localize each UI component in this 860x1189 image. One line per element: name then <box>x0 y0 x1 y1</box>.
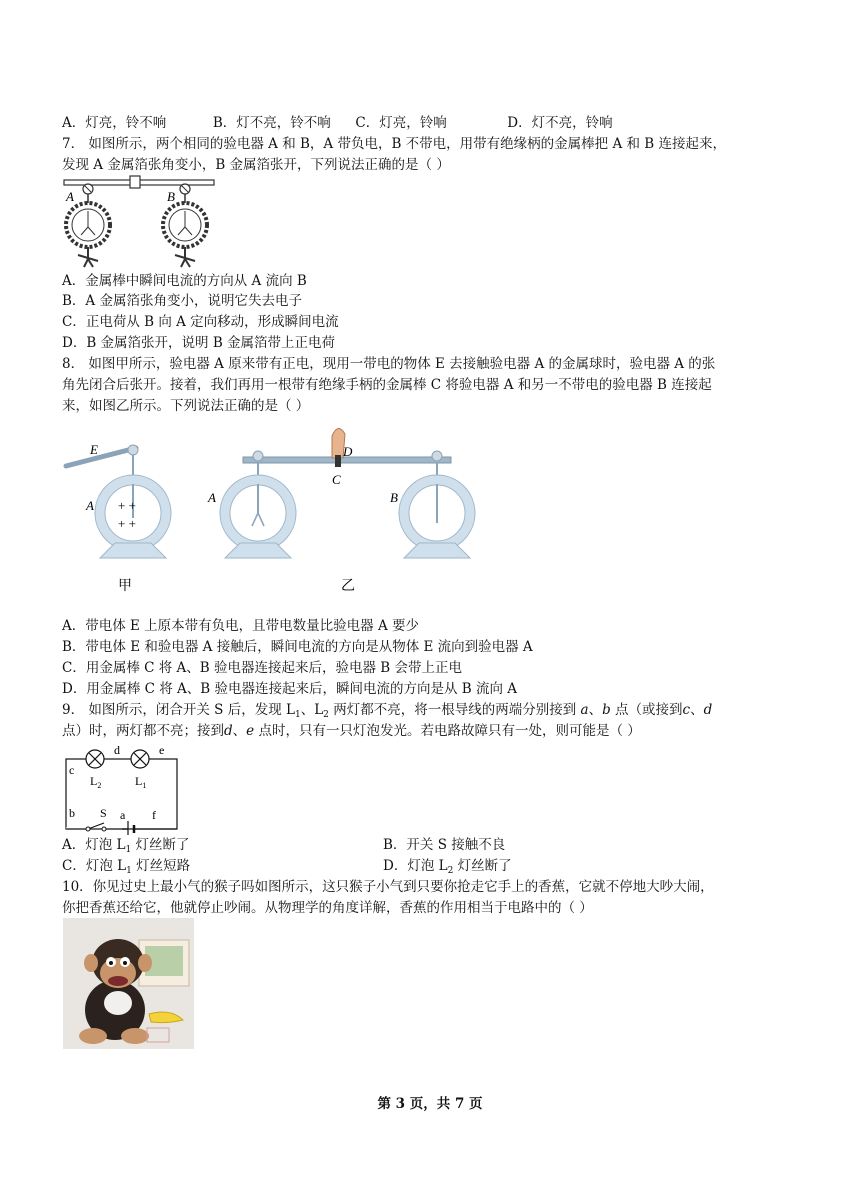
q9-node-e: e <box>159 743 165 757</box>
q8-label-a1: A <box>86 498 94 513</box>
q9-option-c: C．灯泡 $L_1$ 灯丝短路 <box>62 858 191 876</box>
q6-option-d: D．灯不亮，铃响 <box>507 115 613 131</box>
page-footer: 第 3 页，共 7 页 <box>377 1096 483 1112</box>
q9-node-a: a <box>120 808 126 822</box>
q9-node-d: d <box>114 743 120 757</box>
q10-stem-line1: 10．你见过史上最小气的猴子吗如图所示，这只猴子小气到只要你抢走它手上的香蕉，它就不停地大吵大闹， <box>62 879 714 895</box>
q9-option-b: B．开关 S 接触不良 <box>383 837 506 853</box>
q7-stem-line1: 7． 如图所示，两个相同的验电器 A 和 B，A 带负电，B 不带电，用带有绝缘柄的金属棒把 A 和 B 连接起来， <box>62 136 727 152</box>
q8-label-d: D <box>343 444 353 459</box>
q8-option-c: C．用金属棒 C 将 A、B 验电器连接起来后，验电器 B 会带上正电 <box>62 660 462 676</box>
q8-label-a2: A <box>208 490 216 505</box>
q8-label-c: C <box>332 472 341 487</box>
q8-stem-line2: 角先闭合后张开。接着，我们再用一根带有绝缘手柄的金属棒 C 将验电器 A 和另一不带电的验电器 B 连接起 <box>62 377 712 393</box>
q7-option-a: A．金属棒中瞬间电流的方向从 A 流向 B <box>62 273 307 289</box>
q7-stem-line2: 发现 A 金属箔张角变小，B 金属箔张开，下列说法正确的是（ ） <box>62 157 450 173</box>
q10-monkey-photo <box>63 918 194 1049</box>
q9-lamp-l2: $L_2$ <box>90 774 102 790</box>
q8-plus-top: + + <box>118 498 136 513</box>
q9-node-c: c <box>69 763 75 777</box>
q9-option-d: D．灯泡 $L_2$ 灯丝断了 <box>383 858 512 876</box>
q8-option-a: A．带电体 E 上原本带有负电，且带电数量比验电器 A 要少 <box>62 618 420 634</box>
q8-plus-bottom: + + <box>118 516 136 531</box>
q9-stem-line2: 点）时，两灯都不亮；接到d、e 点时，只有一只灯泡发光。若电路故障只有一处，则可能是（ ） <box>62 723 641 739</box>
q7-label-b: B <box>167 189 175 204</box>
q7-electroscope-figure <box>60 175 220 270</box>
q7-option-b: B．A 金属箔张角变小，说明它失去电子 <box>62 293 302 309</box>
q6-option-b: B．灯不亮，铃不响 <box>212 115 331 131</box>
q7-label-a: A <box>66 189 74 204</box>
q7-option-d: D．B 金属箔张开，说明 B 金属箔带上正电荷 <box>62 335 336 351</box>
q9-node-f: f <box>152 808 156 822</box>
q8-label-yi: 乙 <box>341 579 355 594</box>
q10-stem-line2: 你把香蕉还给它，他就停止吵闹。从物理学的角度详解，香蕉的作用相当于电路中的（ ） <box>62 900 593 916</box>
q6-option-c: C．灯亮，铃响 <box>355 115 447 131</box>
q8-electroscope-figure <box>60 418 480 598</box>
q9-option-a: A．灯泡 $L_1$ 灯丝断了 <box>62 837 190 855</box>
q9-lamp-l1: $L_1$ <box>135 774 147 790</box>
q7-option-c: C．正电荷从 B 向 A 定向移动，形成瞬间电流 <box>62 314 339 330</box>
q9-node-b: b <box>69 806 75 820</box>
q8-label-b: B <box>390 490 398 505</box>
q6-option-a: A．灯亮，铃不响 <box>62 115 167 131</box>
q8-label-jia: 甲 <box>118 579 132 594</box>
q9-stem-line1: 9． 如图所示，闭合开关 S 后，发现 $L_1$、$L_2$ 两灯都不亮，将一根导线的两端分别接到 a、b 点（或接到c、d <box>62 702 713 720</box>
q8-stem-line1: 8． 如图甲所示，验电器 A 原来带有正电，现用一带电的物体 E 去接触验电器 A 的金属球时，验电器 A 的张 <box>62 356 716 372</box>
q8-label-e: E <box>90 442 98 457</box>
q8-option-b: B．带电体 E 和验电器 A 接触后，瞬间电流的方向是从物体 E 流向到验电器 A <box>62 639 533 655</box>
q6-options <box>62 113 613 133</box>
q8-stem-line3: 来，如图乙所示。下列说法正确的是（ ） <box>62 398 310 414</box>
q9-switch-s: S <box>100 806 107 820</box>
q9-circuit-figure <box>60 741 185 835</box>
q8-option-d: D．用金属棒 C 将 A、B 验电器连接起来后，瞬间电流的方向是从 B 流向 A <box>62 681 518 697</box>
